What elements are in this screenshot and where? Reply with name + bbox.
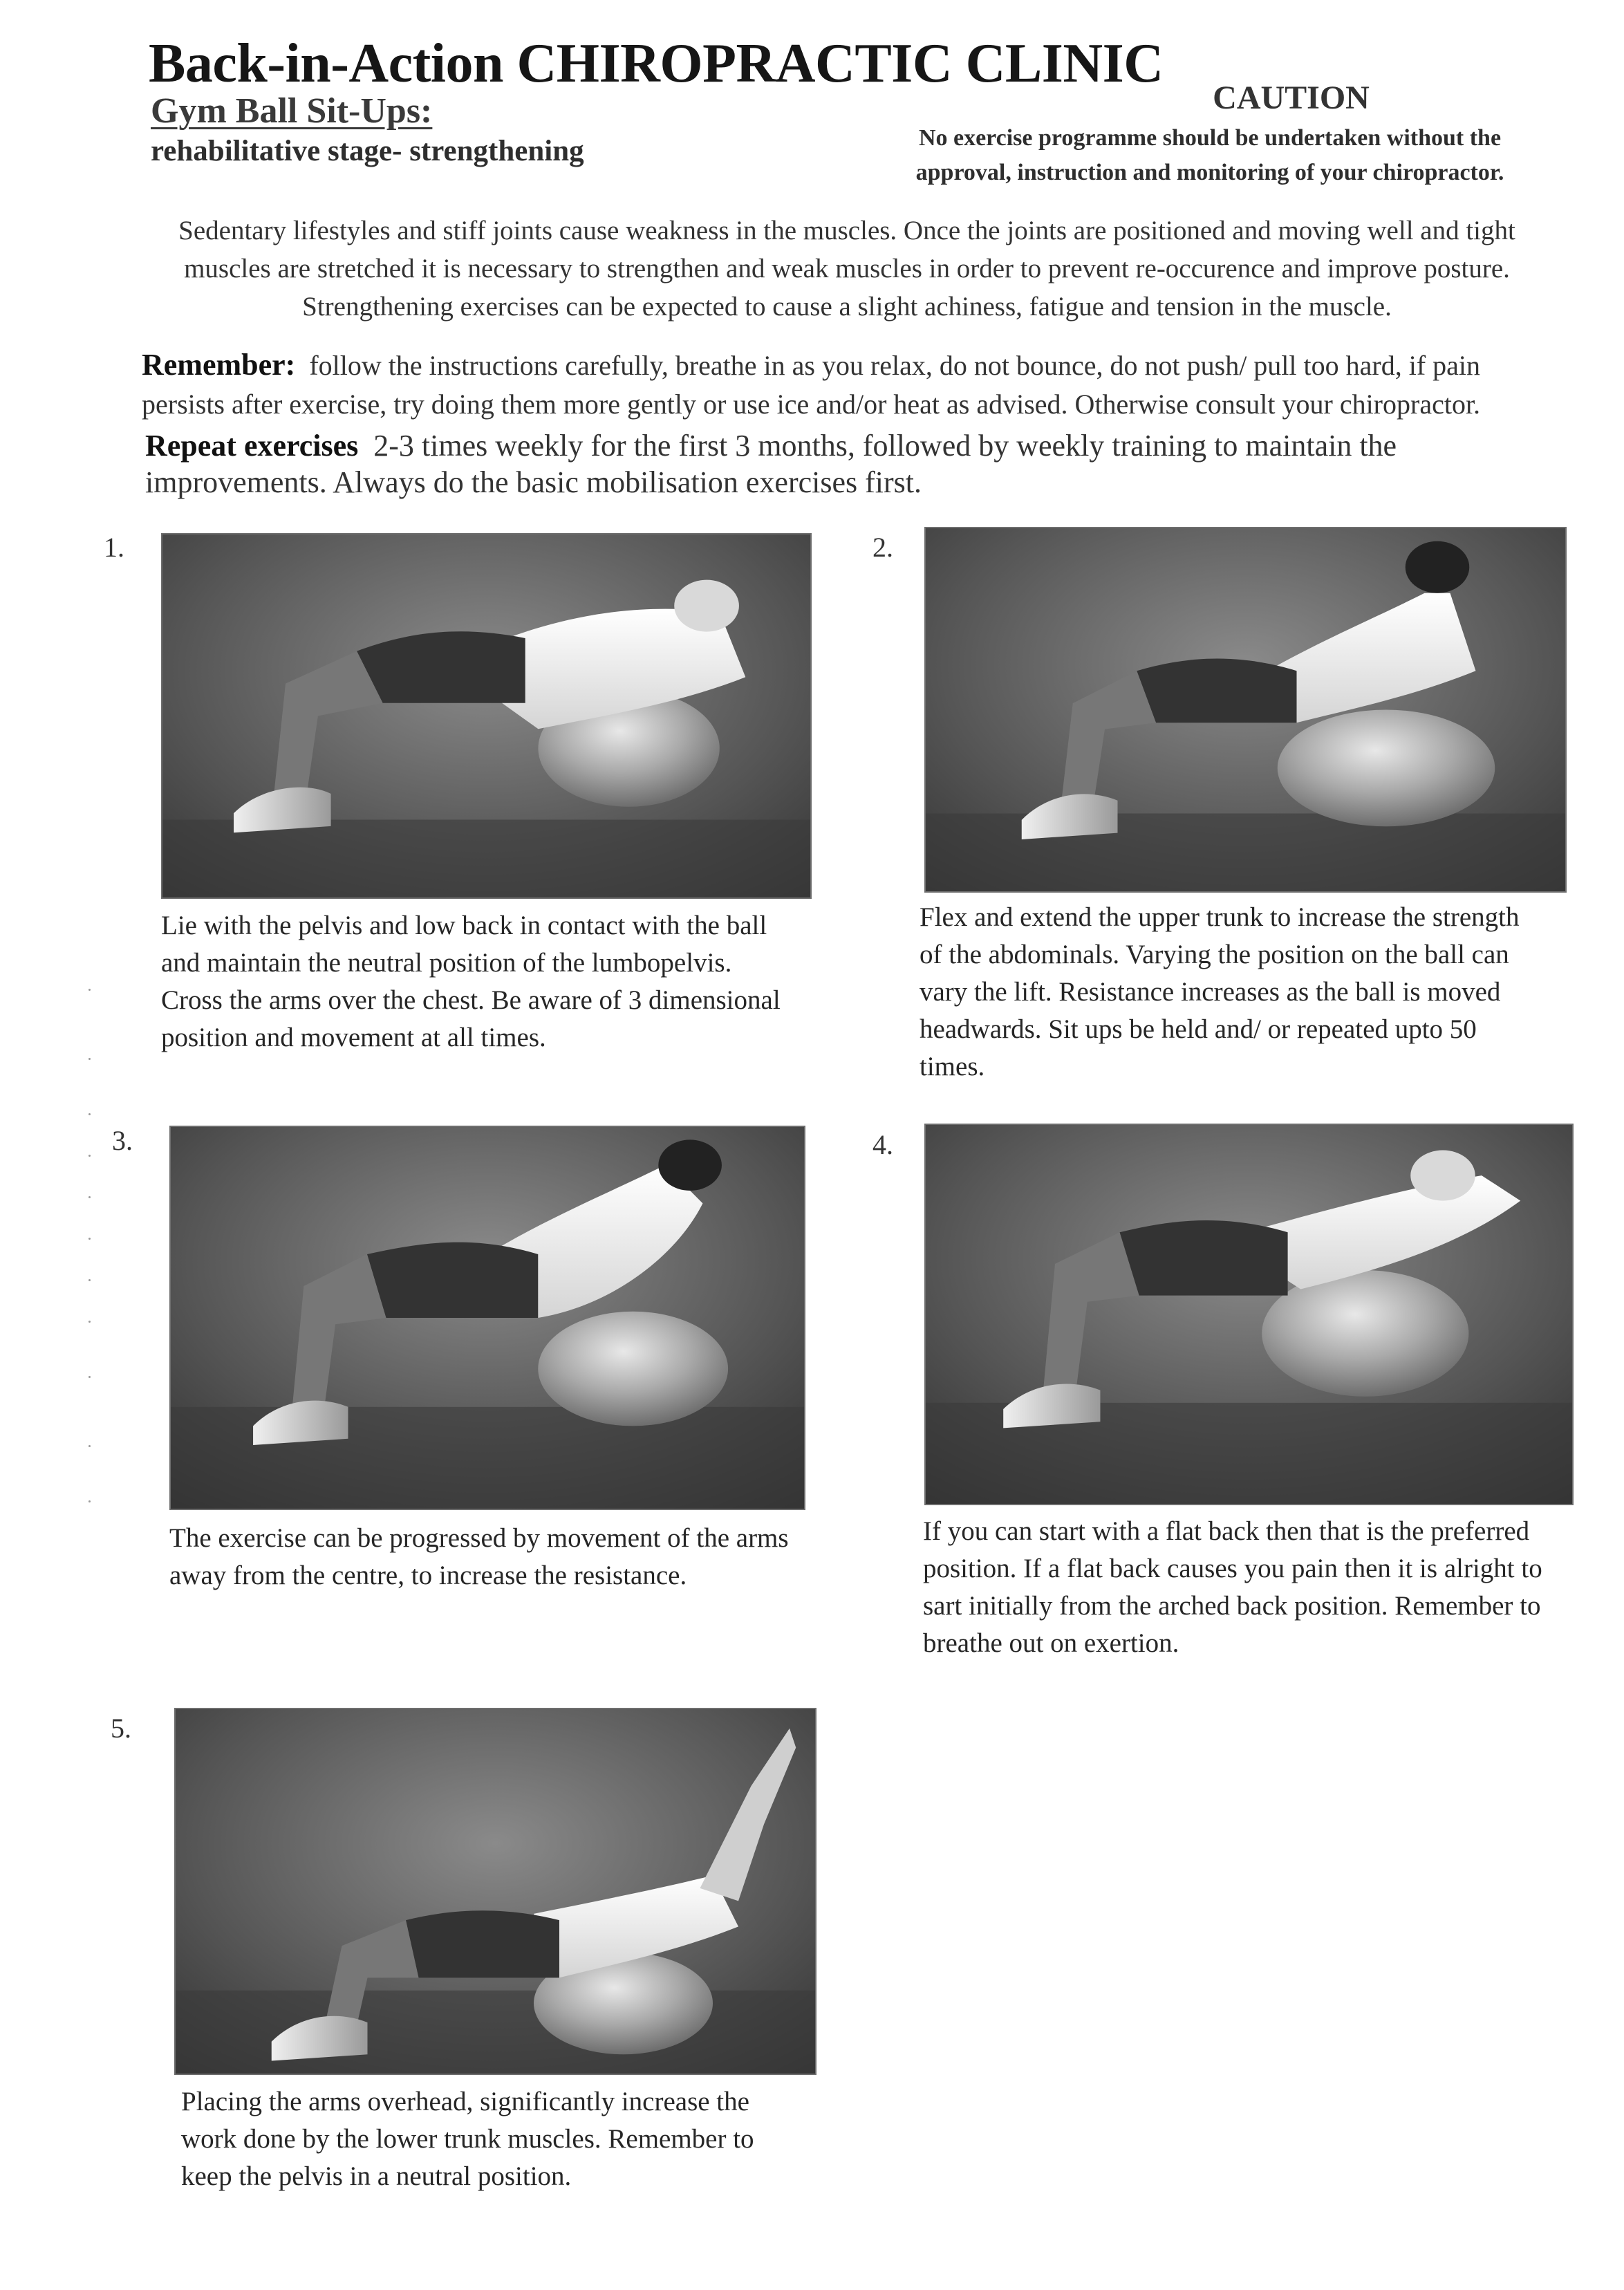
- exercise-1-photo: [161, 533, 812, 899]
- exercise-1-caption: Lie with the pelvis and low back in contact with the ball and maintain the neutral position of the lumbopelvis. Cross the arms over the chest. Be aware of 3 dimensional position and movement at all times.: [161, 911, 781, 1052]
- exercise-2-number: 2.: [872, 532, 893, 563]
- intro-paragraph: Sedentary lifestyles and stiff joints cause weakness in the muscles. Once the joints are positioned and moving well and tight muscles are stretched it is necessary to strengthen and weak muscles in order to prevent re-occurence and improve posture. Strengthening exercises can be expected to cause a slight achiness, fatigue and tension in the muscle.: [178, 216, 1515, 322]
- repeat-text: 2-3 times weekly for the first 3 months, followed by weekly training to maintain the improvements. Always do the basic mobilisation exercises first.: [145, 429, 1397, 499]
- exercise-3-photo: [169, 1126, 805, 1510]
- exercise-2-photo: [924, 527, 1567, 893]
- exercise-5-caption: Placing the arms overhead, significantly increase the work done by the lower trunk muscles. Remember to keep the pelvis in a neutral position.: [181, 2087, 754, 2191]
- sheet-title: Gym Ball Sit-Ups:: [151, 91, 433, 131]
- exercise-3-caption: The exercise can be progressed by movement of the arms away from the centre, to increase the resistance.: [169, 1523, 789, 1590]
- exercise-4-photo: [924, 1124, 1574, 1505]
- remember-label: Remember:: [142, 348, 296, 382]
- exercise-4-caption: If you can start with a flat back then that is the preferred position. If a flat back causes you pain then it is alright to sart initially from the arched back position. Remember to breathe out on exertion.: [923, 1516, 1542, 1658]
- repeat-label: Repeat exercises: [145, 429, 359, 463]
- exercise-4-number: 4.: [872, 1129, 893, 1160]
- exercise-5-photo: [174, 1708, 816, 2075]
- exercise-1-number: 1.: [104, 532, 124, 563]
- clinic-title: Back-in-Action CHIROPRACTIC CLINIC: [149, 33, 1164, 94]
- exercise-5-number: 5.: [111, 1713, 131, 1744]
- exercise-2-caption: Flex and extend the upper trunk to increase the strength of the abdominals. Varying the position on the ball can vary the lift. Resistance increases as the ball is moved headwards. Sit ups be held and/ or repeated upto 50 times.: [920, 902, 1520, 1081]
- remember-paragraph: [142, 346, 1559, 424]
- repeat-paragraph: [145, 427, 1562, 501]
- exercise-3-number: 3.: [112, 1125, 133, 1156]
- caution-heading: CAUTION: [1213, 80, 1370, 116]
- remember-text: follow the instructions carefully, breathe in as you relax, do not bounce, do not push/ pull too hard, if pain persists after exercise, try doing them more gently or use ice and/or heat as advised. Otherwise consult your chiropractor.: [142, 350, 1481, 420]
- caution-text: No exercise programme should be undertaken without the approval, instruction and monitoring of your chiropractor.: [915, 125, 1504, 185]
- sheet-subtitle: rehabilitative stage- strengthening: [151, 135, 584, 167]
